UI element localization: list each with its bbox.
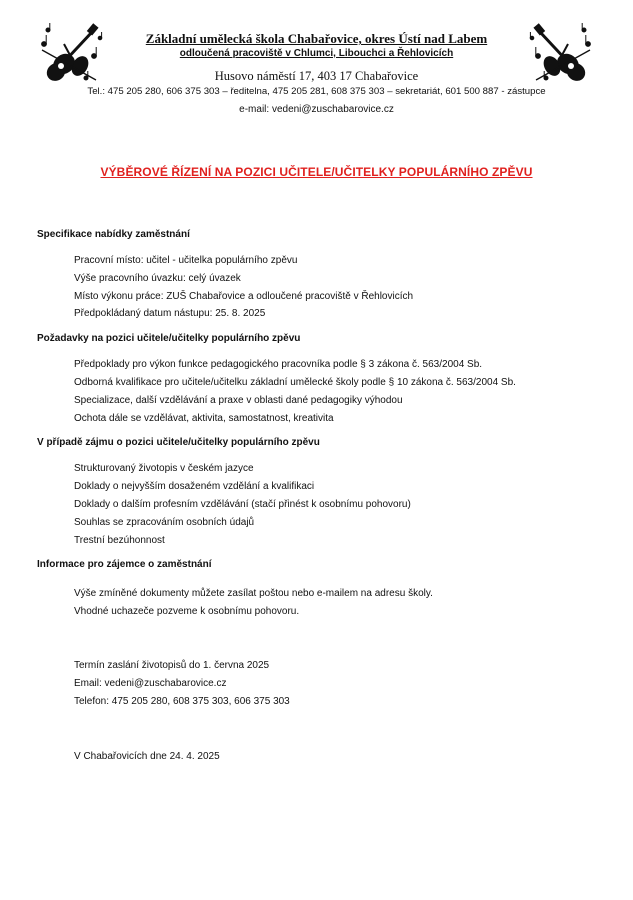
section-requirements (37, 332, 597, 427)
signoff-block (74, 748, 220, 766)
deadline-text: Termín zaslání životopisů do 1. června 2025 (74, 660, 270, 671)
list-item: Trestní bezúhonnost (74, 534, 165, 546)
list-item: Odborná kvalifikace pro učitele/učitelku základní umělecké školy podle § 10 zákona č. 563/2004 Sb. (74, 376, 516, 388)
school-address: Husovo náměstí 17, 403 17 Chabařovice (214, 69, 419, 83)
contact-block (74, 657, 290, 711)
list-item: Předpokládaný datum nástupu: 25. 8. 2025 (74, 308, 266, 320)
school-phones: Tel.: 475 205 280, 606 375 303 – ředitelna, 475 205 281, 608 375 303 – sekretariát, 601 500 887 - zástupce (87, 86, 546, 97)
list-item: Výše pracovního úvazku: celý úvazek (74, 272, 241, 284)
document-title: VÝBĚROVÉ ŘÍZENÍ NA POZICI UČITELE/UČITELKY POPULÁRNÍHO ZPĚVU (100, 165, 533, 179)
list-item: Doklady o dalším profesním vzdělávání (stačí přinést k osobnímu pohovoru) (74, 498, 411, 510)
list-item: Doklady o nejvyšším dosaženém vzdělání a kvalifikaci (74, 481, 315, 493)
school-name: Základní umělecká škola Chabařovice, okres Ústí nad Labem (145, 31, 488, 46)
contact-email[interactable]: Email: vedeni@zuschabarovice.cz (74, 678, 227, 689)
school-branches: odloučená pracoviště v Chlumci, Libouchci a Řehlovicích (179, 48, 454, 59)
list-item: Místo výkonu práce: ZUŠ Chabařovice a odloučené pracoviště v Řehlovicích (74, 290, 414, 302)
section-application-documents (37, 436, 597, 549)
section-heading: Informace pro zájemce o zaměstnání (37, 559, 212, 571)
section-applicant-info (37, 558, 597, 621)
list-item: Výše zmíněné dokumenty můžete zasílat poštou nebo e-mailem na adresu školy. (74, 588, 433, 600)
list-item: Souhlas se zpracováním osobních údajů (74, 516, 255, 528)
list-item: Vhodné uchazeče pozveme k osobnímu pohovoru. (74, 606, 300, 618)
list-item: Strukturovaný životopis v českém jazyce (74, 463, 254, 475)
school-email: e-mail: vedeni@zuschabarovice.cz (239, 104, 394, 115)
place-and-date: V Chabařovicích dne 24. 4. 2025 (74, 751, 220, 762)
section-heading: V případě zájmu o pozici učitele/učitelky populárního zpěvu (37, 437, 320, 449)
section-heading: Specifikace nabídky zaměstnání (37, 229, 190, 240)
list-item: Specializace, další vzdělávání a praxe v oblasti dané pedagogiky výhodou (74, 394, 403, 406)
list-item: Pracovní místo: učitel - učitelka populárního zpěvu (74, 255, 298, 266)
list-item: Ochota dále se vzdělávat, aktivita, samostatnost, kreativita (74, 412, 334, 424)
letterhead (0, 31, 633, 117)
list-item: Předpoklady pro výkon funkce pedagogického pracovníka podle § 3 zákona č. 563/2004 Sb. (74, 359, 483, 371)
document-body (37, 228, 597, 621)
section-job-spec (37, 228, 597, 323)
section-heading: Požadavky na pozici učitele/učitelky populárního zpěvu (37, 333, 301, 345)
contact-phone: Telefon: 475 205 280, 608 375 303, 606 375 303 (74, 696, 290, 707)
